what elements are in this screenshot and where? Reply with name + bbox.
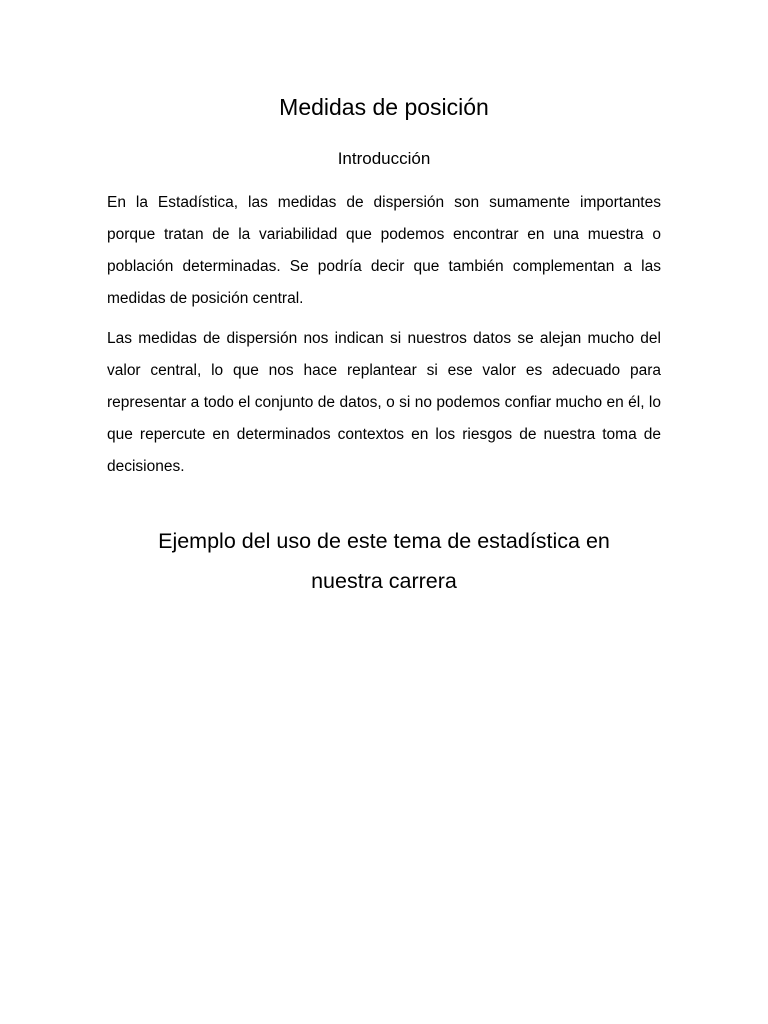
example-heading: Ejemplo del uso de este tema de estadística en nuestra carrera xyxy=(158,529,610,593)
document-title: Medidas de posición xyxy=(279,94,489,120)
intro-paragraph-1: En la Estadística, las medidas de dispersión son sumamente importantes porque tratan de la variabilidad que podemos encontrar en una muestra o población determinadas. Se podría decir que también complementan a las medidas de posición central. xyxy=(107,194,661,307)
intro-paragraph-2: Las medidas de dispersión nos indican si nuestros datos se alejan mucho del valor central, lo que nos hace replantear si ese valor es adecuado para representar a todo el conjunto de datos, o si no podemos confiar mucho en él, lo que repercute en determinados contextos en los riesgos de nuestra toma de decisiones. xyxy=(107,330,661,475)
intro-heading: Introducción xyxy=(337,149,431,168)
